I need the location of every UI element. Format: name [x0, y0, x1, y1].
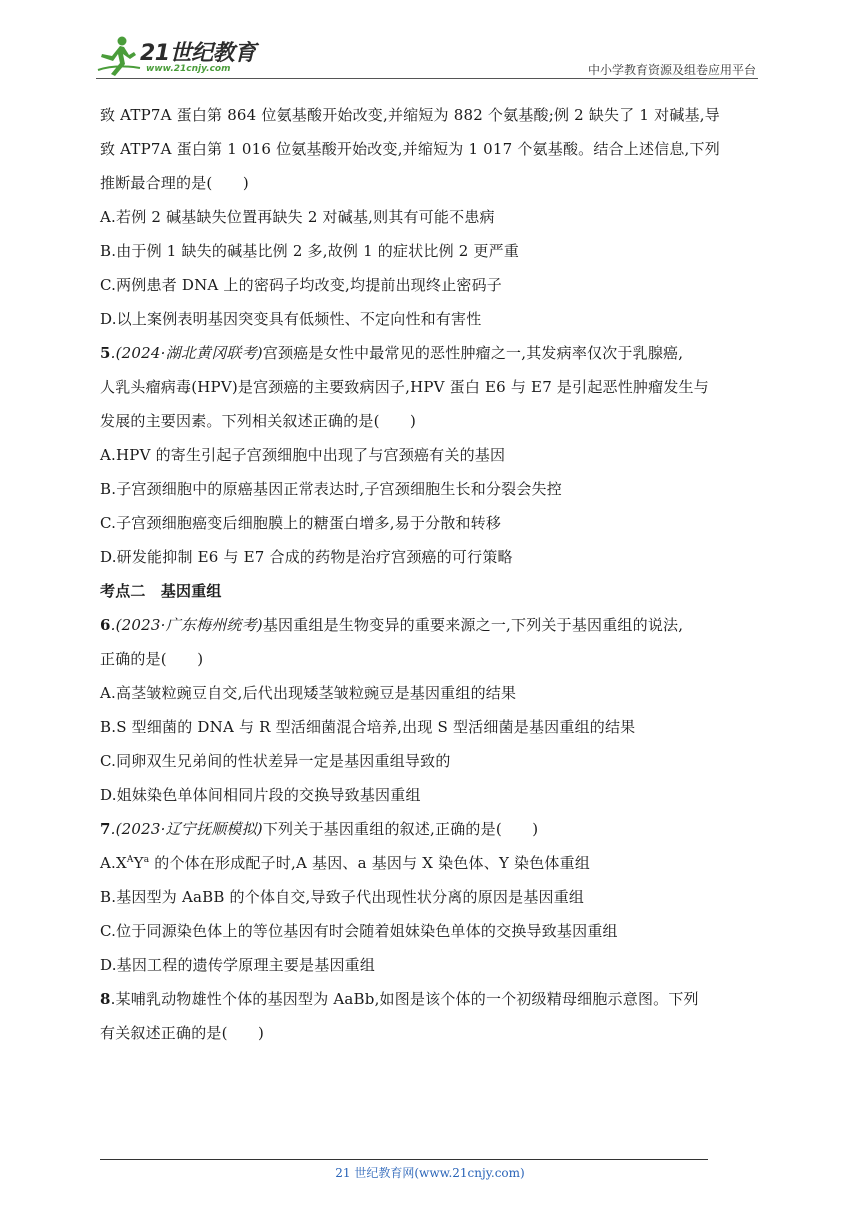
question-text: .某哺乳动物雄性个体的基因型为 AaBb,如图是该个体的一个初级精母细胞示意图。下列	[110, 990, 699, 1008]
option-a-chromosome: Y	[133, 854, 144, 872]
option-b: B.子宫颈细胞中的原癌基因正常表达时,子宫颈细胞生长和分裂会失控	[100, 480, 562, 498]
option-c: C.两例患者 DNA 上的密码子均改变,均提前出现终止密码子	[100, 276, 503, 294]
question-5-stem	[100, 336, 764, 370]
document-body	[100, 98, 764, 1050]
platform-title: 中小学教育资源及组卷应用平台	[587, 63, 756, 77]
question-source: .(2024·湖北黄冈联考)	[110, 344, 263, 362]
footer-divider	[100, 1159, 708, 1160]
option-c: C.位于同源染色体上的等位基因有时会随着姐妹染色单体的交换导致基因重组	[100, 922, 618, 940]
question-number: 8	[100, 990, 111, 1008]
logo-url: www.21cnjy.com	[146, 64, 231, 74]
question-text: 正确的是( )	[100, 650, 204, 668]
superscript-allele: A	[126, 855, 134, 865]
superscript-allele: a	[143, 855, 150, 865]
logo	[96, 34, 266, 78]
header-divider	[96, 78, 758, 79]
option-a-text: 的个体在形成配子时,A 基因、a 基因与 X 染色体、Y 染色体重组	[149, 854, 591, 872]
question-text: 有关叙述正确的是( )	[100, 1024, 265, 1042]
question-source: .(2023·辽宁抚顺模拟)	[110, 820, 263, 838]
option-b: B.S 型细菌的 DNA 与 R 型活细菌混合培养,出现 S 型活细菌是基因重组的结果	[100, 718, 636, 736]
question-number: 6	[100, 616, 111, 634]
question-text: 宫颈癌是女性中最常见的恶性肿瘤之一,其发病率仅次于乳腺癌,	[262, 344, 684, 362]
question-source: .(2023·广东梅州统考)	[110, 616, 263, 634]
question-text: 人乳头瘤病毒(HPV)是宫颈癌的主要致病因子,HPV 蛋白 E6 与 E7 是引起恶性肿瘤发生与	[100, 378, 709, 396]
logo-text: 21世纪教育	[140, 41, 256, 66]
option-a	[100, 846, 764, 880]
runner-logo-icon	[96, 34, 142, 78]
option-d: D.以上案例表明基因突变具有低频性、不定向性和有害性	[100, 310, 482, 328]
question-text: 基因重组是生物变异的重要来源之一,下列关于基因重组的说法,	[262, 616, 684, 634]
option-a: A.HPV 的寄生引起子宫颈细胞中出现了与宫颈癌有关的基因	[100, 446, 506, 464]
option-d: D.研发能抑制 E6 与 E7 合成的药物是治疗宫颈癌的可行策略	[100, 548, 513, 566]
continuation-line: 推断最合理的是( )	[100, 174, 249, 192]
option-a-prefix: A.X	[100, 854, 127, 872]
question-number: 7	[100, 820, 111, 838]
option-d: D.姐妹染色单体间相同片段的交换导致基因重组	[100, 786, 421, 804]
section-heading: 考点二 基因重组	[100, 582, 222, 600]
option-a: A.高茎皱粒豌豆自交,后代出现矮茎皱粒豌豆是基因重组的结果	[100, 684, 517, 702]
question-text: 下列关于基因重组的叙述,正确的是( )	[262, 820, 539, 838]
option-b: B.由于例 1 缺失的碱基比例 2 多,故例 1 的症状比例 2 更严重	[100, 242, 520, 260]
question-6-stem	[100, 608, 764, 642]
continuation-line: 致 ATP7A 蛋白第 1 016 位氨基酸开始改变,并缩短为 1 017 个氨基酸。结合上述信息,下列	[100, 140, 720, 158]
question-7-stem	[100, 812, 764, 846]
option-d: D.基因工程的遗传学原理主要是基因重组	[100, 956, 376, 974]
question-8-stem	[100, 982, 764, 1016]
question-number: 5	[100, 344, 111, 362]
continuation-line: 致 ATP7A 蛋白第 864 位氨基酸开始改变,并缩短为 882 个氨基酸;例 2 缺失了 1 对碱基,导	[100, 106, 720, 124]
option-b: B.基因型为 AaBB 的个体自交,导致子代出现性状分离的原因是基因重组	[100, 888, 585, 906]
option-a: A.若例 2 碱基缺失位置再缺失 2 对碱基,则其有可能不患病	[100, 208, 495, 226]
option-c: C.子宫颈细胞癌变后细胞膜上的糖蛋白增多,易于分散和转移	[100, 514, 502, 532]
page-footer: 21 世纪教育网(www.21cnjy.com)	[335, 1166, 525, 1180]
question-text: 发展的主要因素。下列相关叙述正确的是( )	[100, 412, 417, 430]
page-header	[96, 30, 758, 80]
option-c: C.同卵双生兄弟间的性状差异一定是基因重组导致的	[100, 752, 451, 770]
